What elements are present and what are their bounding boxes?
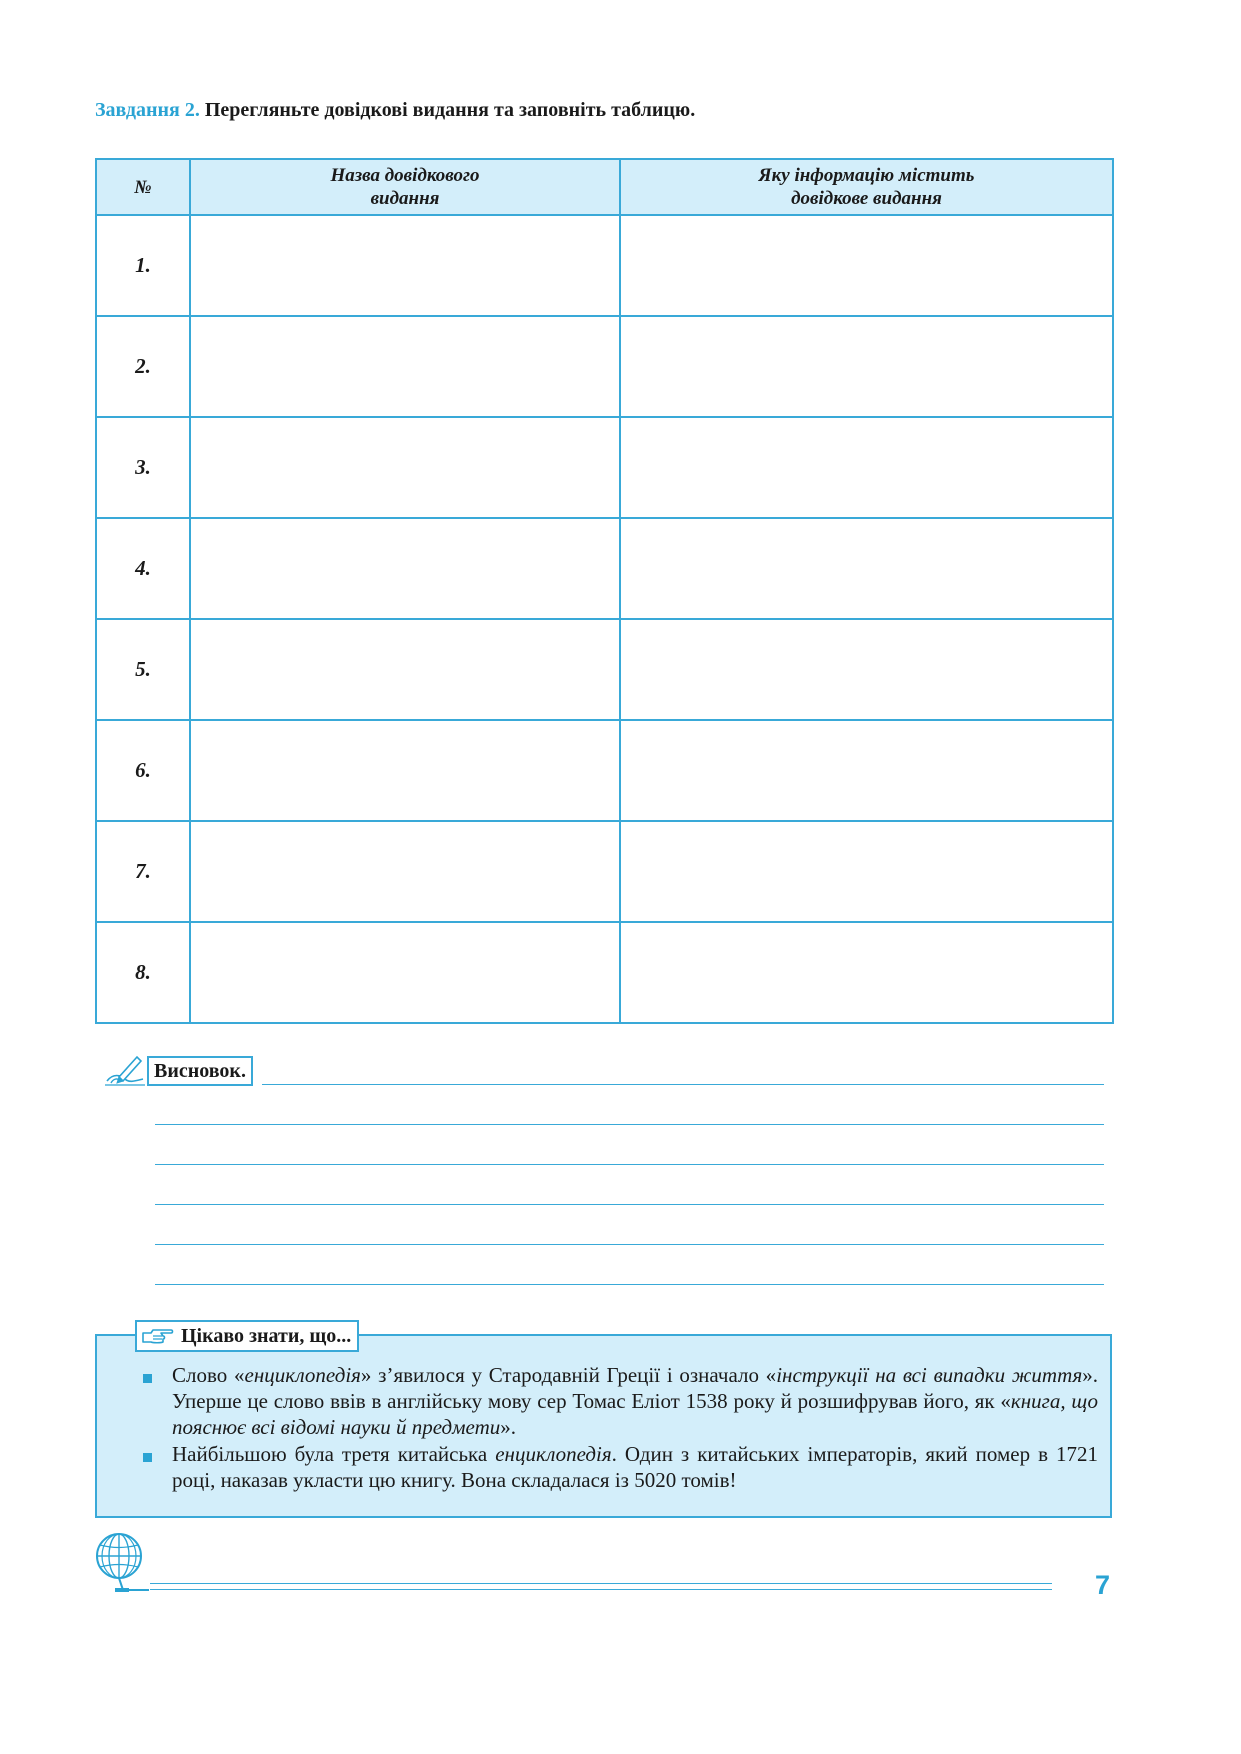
page-number: 7: [1095, 1570, 1111, 1600]
fact-text: ».: [500, 1415, 517, 1439]
title-cell[interactable]: [190, 316, 620, 417]
title-cell[interactable]: [190, 619, 620, 720]
bullet-icon: [143, 1374, 152, 1383]
table-header-row: [96, 159, 1113, 215]
table-row: [96, 417, 1113, 518]
bullet-icon: [143, 1453, 152, 1462]
fact-item: [172, 1441, 1098, 1493]
fact-box-title: [135, 1320, 359, 1352]
writing-line[interactable]: [155, 1284, 1104, 1285]
task-label: Завдання 2.: [95, 99, 200, 121]
fact-emphasis: інструкції на всі випадки життя: [776, 1363, 1083, 1387]
fact-emphasis: енциклопедія: [244, 1363, 361, 1387]
fact-emphasis: книга, що пояснює всі відомі науки й предмети: [172, 1389, 1099, 1439]
fact-item: [172, 1362, 1098, 1440]
title-cell[interactable]: [190, 720, 620, 821]
row-number: 6.: [96, 720, 190, 821]
table-row: [96, 720, 1113, 821]
footer-rule: [150, 1583, 1052, 1584]
title-cell[interactable]: [190, 922, 620, 1023]
info-cell[interactable]: [620, 215, 1113, 316]
row-number: 5.: [96, 619, 190, 720]
writing-line[interactable]: [155, 1204, 1104, 1205]
row-number: 8.: [96, 922, 190, 1023]
globe-icon: [93, 1530, 149, 1598]
table-row: [96, 922, 1113, 1023]
fact-text: » з’явилося у Стародавній Греції і означало «: [360, 1363, 777, 1387]
pointing-hand-icon: [141, 1325, 175, 1347]
pen-writing-icon: [103, 1053, 149, 1089]
title-cell[interactable]: [190, 215, 620, 316]
info-cell[interactable]: [620, 922, 1113, 1023]
footer-rule: [150, 1589, 1052, 1590]
row-number: 4.: [96, 518, 190, 619]
writing-line[interactable]: [155, 1164, 1104, 1165]
fact-text: Найбільшою була третя китайська: [172, 1442, 496, 1466]
info-cell[interactable]: [620, 518, 1113, 619]
writing-line[interactable]: [155, 1244, 1104, 1245]
fact-emphasis: енциклопедія: [495, 1442, 612, 1466]
task-heading: [95, 97, 695, 123]
table-row: [96, 215, 1113, 316]
conclusion-label: Висновок.: [147, 1056, 253, 1086]
table-row: [96, 316, 1113, 417]
fact-text: Слово «: [172, 1363, 245, 1387]
fact-text: ». Уперше це слово ввів в англійську мову сер Томас Еліот 1538 року й розшифрував його, як «: [172, 1363, 1098, 1413]
title-cell[interactable]: [190, 821, 620, 922]
row-number: 1.: [96, 215, 190, 316]
title-cell[interactable]: [190, 417, 620, 518]
info-cell[interactable]: [620, 720, 1113, 821]
row-number: 2.: [96, 316, 190, 417]
reference-table: [95, 158, 1114, 1024]
table-row: [96, 821, 1113, 922]
fact-box-title-text: Цікаво знати, що...: [181, 1324, 352, 1347]
header-title: Назва довідкового видання: [190, 159, 620, 215]
row-number: 7.: [96, 821, 190, 922]
conclusion-heading: [103, 1056, 253, 1086]
info-cell[interactable]: [620, 821, 1113, 922]
info-cell[interactable]: [620, 316, 1113, 417]
writing-line[interactable]: [155, 1124, 1104, 1125]
row-number: 3.: [96, 417, 190, 518]
info-cell[interactable]: [620, 417, 1113, 518]
info-cell[interactable]: [620, 619, 1113, 720]
writing-line[interactable]: [262, 1084, 1104, 1085]
fact-text: . Один з китайських імператорів, який помер в 1721 році, наказав укласти цю книгу. Вона складалася із 5020 томів!: [172, 1442, 1098, 1492]
header-info: Яку інформацію містить довідкове видання: [620, 159, 1113, 215]
header-number: №: [96, 159, 190, 215]
table-row: [96, 518, 1113, 619]
table-row: [96, 619, 1113, 720]
title-cell[interactable]: [190, 518, 620, 619]
task-text: Перегляньте довідкові видання та заповніть таблицю.: [204, 99, 696, 121]
